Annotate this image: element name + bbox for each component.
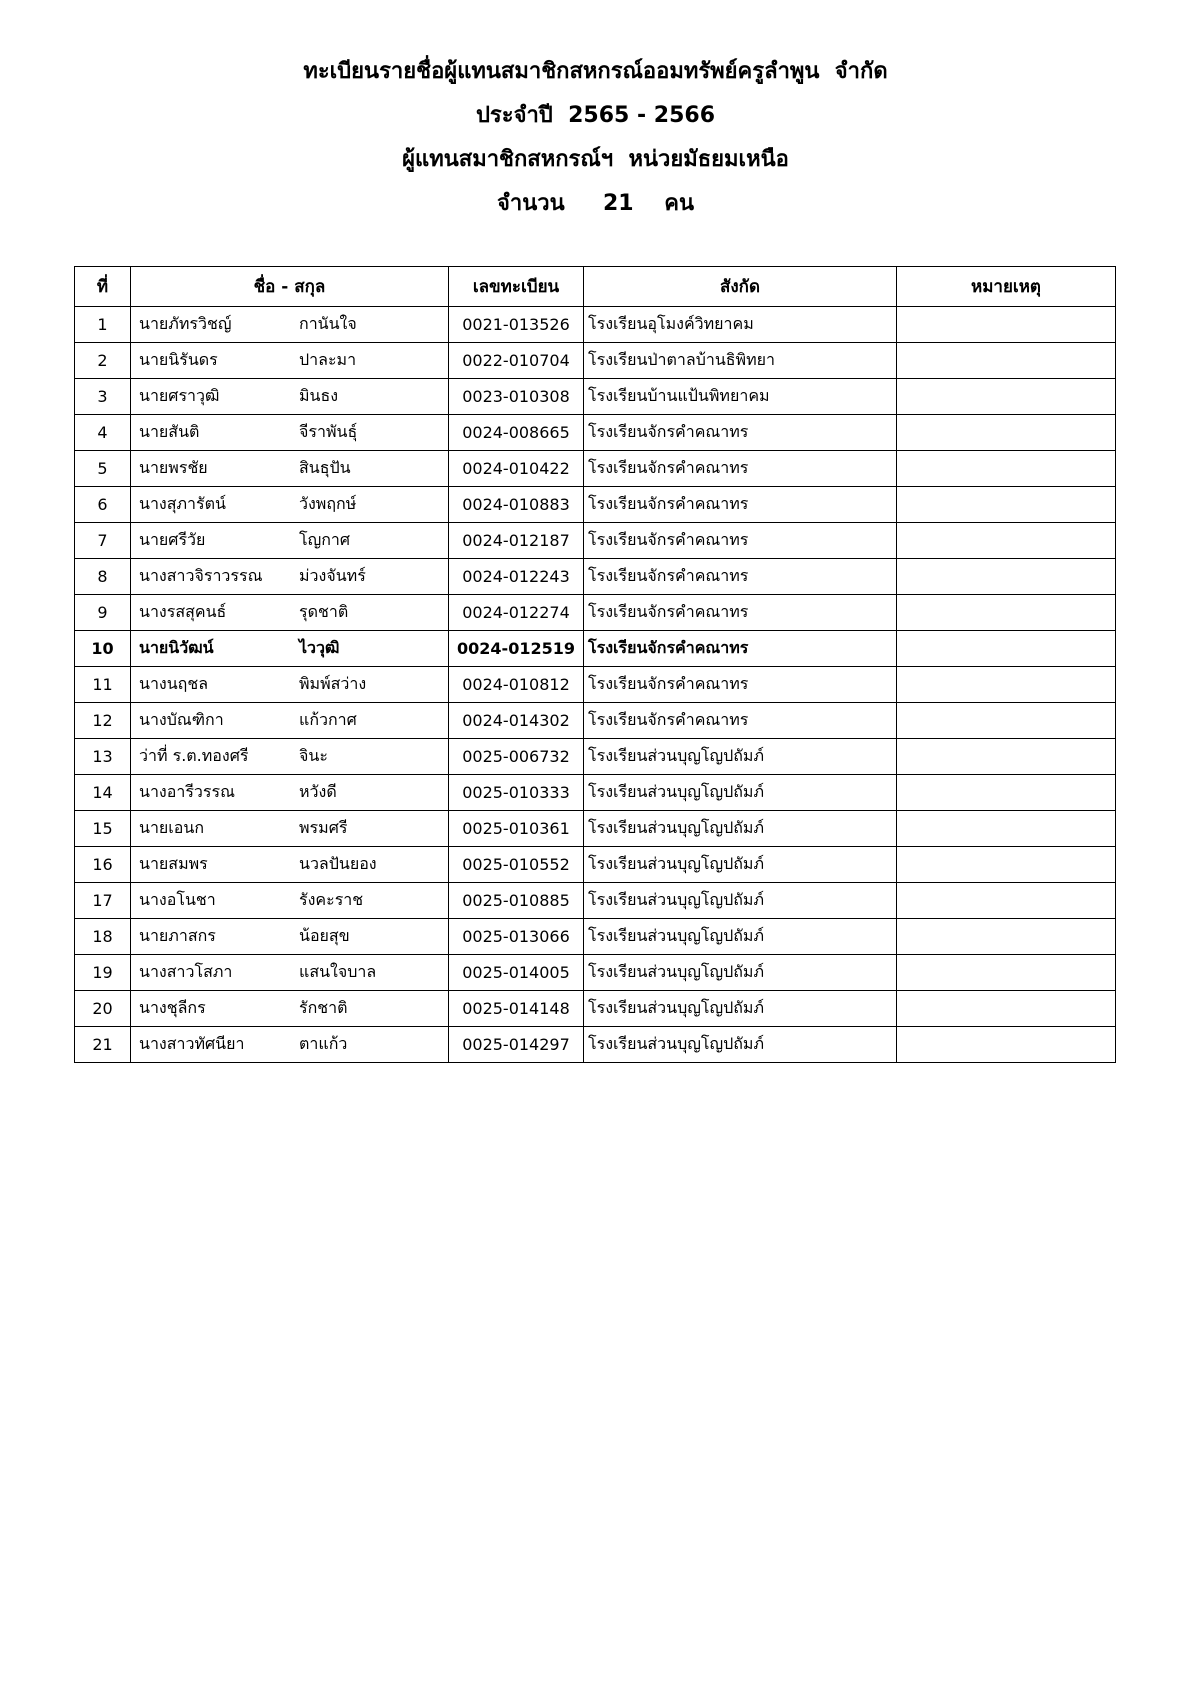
registration-number: 0024-010812: [449, 667, 584, 703]
school-affiliation: โรงเรียนจักรคำคณาทร: [584, 631, 897, 667]
member-last-name: จินะ: [299, 746, 328, 765]
table-row: [75, 415, 1116, 451]
school-affiliation: โรงเรียนบ้านแป้นพิทยาคม: [584, 379, 897, 415]
registration-number: 0022-010704: [449, 343, 584, 379]
member-first-name: นางบัณฑิกา: [139, 710, 224, 729]
note-cell: [897, 667, 1116, 703]
member-last-name: พรมศรี: [299, 818, 348, 837]
school-affiliation: โรงเรียนจักรคำคณาทร: [584, 667, 897, 703]
row-number: 11: [75, 667, 131, 703]
registration-number: 0024-010883: [449, 487, 584, 523]
table-body: [75, 307, 1116, 1063]
member-first-name: นางอารีวรรณ: [139, 782, 235, 801]
note-cell: [897, 415, 1116, 451]
member-last-name: รังคะราช: [299, 890, 364, 909]
registration-number: 0023-010308: [449, 379, 584, 415]
member-name-cell: [131, 667, 449, 703]
registration-number: 0025-013066: [449, 919, 584, 955]
table-header-row: [75, 267, 1116, 307]
member-first-name: นางรสสุคนธ์: [139, 602, 227, 621]
row-number: 8: [75, 559, 131, 595]
member-first-name: นางสาวจิราวรรณ: [139, 566, 263, 585]
table-row: [75, 523, 1116, 559]
member-name-cell: [131, 883, 449, 919]
member-last-name: รุดชาติ: [299, 602, 349, 621]
registration-number: 0025-014005: [449, 955, 584, 991]
school-affiliation: โรงเรียนส่วนบุญโญปถัมภ์: [584, 955, 897, 991]
table-row: [75, 451, 1116, 487]
member-last-name: ปาละมา: [299, 350, 357, 369]
table-row: [75, 775, 1116, 811]
note-cell: [897, 847, 1116, 883]
table-row: [75, 991, 1116, 1027]
school-affiliation: โรงเรียนจักรคำคณาทร: [584, 523, 897, 559]
member-name-cell: [131, 343, 449, 379]
member-name-cell: [131, 991, 449, 1027]
row-number: 4: [75, 415, 131, 451]
school-affiliation: โรงเรียนอุโมงค์วิทยาคม: [584, 307, 897, 343]
member-first-name: นางสาวโสภา: [139, 962, 233, 981]
row-number: 2: [75, 343, 131, 379]
member-last-name: ม่วงจันทร์: [299, 566, 366, 585]
table-row: [75, 703, 1116, 739]
member-last-name: ไววุฒิ: [299, 638, 340, 657]
school-affiliation: โรงเรียนส่วนบุญโญปถัมภ์: [584, 811, 897, 847]
registration-number: 0024-012243: [449, 559, 584, 595]
table-row: [75, 811, 1116, 847]
school-affiliation: โรงเรียนส่วนบุญโญปถัมภ์: [584, 991, 897, 1027]
member-last-name: น้อยสุข: [299, 926, 350, 945]
representatives-table: [74, 266, 1116, 1063]
member-first-name: นายนิวัฒน์: [139, 638, 214, 657]
table-row: [75, 343, 1116, 379]
registration-number: 0025-010361: [449, 811, 584, 847]
registration-number: 0024-008665: [449, 415, 584, 451]
table-row: [75, 955, 1116, 991]
note-cell: [897, 919, 1116, 955]
table-row: [75, 379, 1116, 415]
school-affiliation: โรงเรียนส่วนบุญโญปถัมภ์: [584, 883, 897, 919]
note-cell: [897, 631, 1116, 667]
note-cell: [897, 703, 1116, 739]
row-number: 7: [75, 523, 131, 559]
year-line: ประจำปี 2565 - 2566: [475, 103, 716, 128]
member-name-cell: [131, 775, 449, 811]
document-header: [0, 50, 1191, 226]
member-first-name: นางชุลีกร: [139, 998, 206, 1017]
registration-number: 0025-014148: [449, 991, 584, 1027]
note-cell: [897, 739, 1116, 775]
registration-number: 0024-012187: [449, 523, 584, 559]
row-number: 10: [75, 631, 131, 667]
member-last-name: โญกาศ: [299, 530, 351, 549]
table-row: [75, 307, 1116, 343]
table-row: [75, 919, 1116, 955]
member-last-name: แสนใจบาล: [299, 962, 377, 981]
member-name-cell: [131, 379, 449, 415]
school-affiliation: โรงเรียนจักรคำคณาทร: [584, 451, 897, 487]
row-number: 20: [75, 991, 131, 1027]
school-affiliation: โรงเรียนส่วนบุญโญปถัมภ์: [584, 919, 897, 955]
member-first-name: นายสันติ: [139, 422, 200, 441]
note-cell: [897, 811, 1116, 847]
member-first-name: นายศราวุฒิ: [139, 386, 220, 405]
member-name-cell: [131, 847, 449, 883]
member-first-name: นายสมพร: [139, 854, 208, 873]
member-last-name: พิมพ์สว่าง: [299, 674, 367, 693]
note-cell: [897, 1027, 1116, 1063]
registration-number: 0024-012274: [449, 595, 584, 631]
school-affiliation: โรงเรียนจักรคำคณาทร: [584, 703, 897, 739]
row-number: 1: [75, 307, 131, 343]
note-cell: [897, 559, 1116, 595]
table-row: [75, 883, 1116, 919]
school-affiliation: โรงเรียนจักรคำคณาทร: [584, 595, 897, 631]
registration-number: 0024-012519: [449, 631, 584, 667]
member-last-name: แก้วกาศ: [299, 710, 357, 729]
member-name-cell: [131, 487, 449, 523]
registration-number: 0024-010422: [449, 451, 584, 487]
member-name-cell: [131, 451, 449, 487]
member-name-cell: [131, 307, 449, 343]
member-first-name: นายภัทรวิชญ์: [139, 314, 232, 333]
school-affiliation: โรงเรียนส่วนบุญโญปถัมภ์: [584, 739, 897, 775]
unit-line: ผู้แทนสมาชิกสหกรณ์ฯ หน่วยมัธยมเหนือ: [402, 147, 789, 172]
registration-number: 0024-014302: [449, 703, 584, 739]
member-name-cell: [131, 631, 449, 667]
note-cell: [897, 343, 1116, 379]
registration-number: 0025-010885: [449, 883, 584, 919]
table-row: [75, 631, 1116, 667]
registration-number: 0021-013526: [449, 307, 584, 343]
row-number: 9: [75, 595, 131, 631]
member-first-name: ว่าที่ ร.ต.ทองศรี: [139, 746, 249, 765]
member-name-cell: [131, 523, 449, 559]
member-count-line: จำนวน 21 คน: [497, 191, 694, 216]
row-number: 5: [75, 451, 131, 487]
row-number: 15: [75, 811, 131, 847]
note-cell: [897, 451, 1116, 487]
row-number: 3: [75, 379, 131, 415]
note-cell: [897, 487, 1116, 523]
member-first-name: นายภาสกร: [139, 926, 216, 945]
row-number: 21: [75, 1027, 131, 1063]
table-row: [75, 1027, 1116, 1063]
member-last-name: รักชาติ: [299, 998, 348, 1017]
column-header-no: ที่: [75, 267, 131, 307]
table-row: [75, 559, 1116, 595]
school-affiliation: โรงเรียนส่วนบุญโญปถัมภ์: [584, 847, 897, 883]
registration-number: 0025-014297: [449, 1027, 584, 1063]
member-name-cell: [131, 955, 449, 991]
member-first-name: นายศรีวัย: [139, 530, 206, 549]
school-affiliation: โรงเรียนจักรคำคณาทร: [584, 559, 897, 595]
note-cell: [897, 955, 1116, 991]
row-number: 13: [75, 739, 131, 775]
member-last-name: นวลปันยอง: [299, 854, 377, 873]
row-number: 17: [75, 883, 131, 919]
school-affiliation: โรงเรียนส่วนบุญโญปถัมภ์: [584, 775, 897, 811]
note-cell: [897, 883, 1116, 919]
row-number: 6: [75, 487, 131, 523]
member-name-cell: [131, 811, 449, 847]
note-cell: [897, 523, 1116, 559]
table-row: [75, 487, 1116, 523]
member-first-name: นายนิรันดร: [139, 350, 218, 369]
member-name-cell: [131, 559, 449, 595]
member-name-cell: [131, 919, 449, 955]
column-header-reg-no: เลขทะเบียน: [449, 267, 584, 307]
member-first-name: นางอโนชา: [139, 890, 216, 909]
row-number: 19: [75, 955, 131, 991]
member-last-name: จีราพันธุ์: [299, 422, 358, 441]
registration-number: 0025-010552: [449, 847, 584, 883]
member-name-cell: [131, 1027, 449, 1063]
row-number: 12: [75, 703, 131, 739]
row-number: 18: [75, 919, 131, 955]
note-cell: [897, 991, 1116, 1027]
member-first-name: นายพรชัย: [139, 458, 208, 477]
registration-number: 0025-010333: [449, 775, 584, 811]
member-first-name: นางนฤชล: [139, 674, 209, 693]
school-affiliation: โรงเรียนส่วนบุญโญปถัมภ์: [584, 1027, 897, 1063]
member-last-name: สินธุปัน: [299, 458, 351, 477]
member-name-cell: [131, 595, 449, 631]
member-first-name: นางสุภารัตน์: [139, 494, 226, 513]
member-last-name: กานันใจ: [299, 314, 357, 333]
member-last-name: วังพฤกษ์: [299, 494, 357, 513]
table-row: [75, 847, 1116, 883]
member-last-name: ตาแก้ว: [299, 1034, 348, 1053]
row-number: 16: [75, 847, 131, 883]
member-last-name: มินธง: [299, 386, 339, 405]
row-number: 14: [75, 775, 131, 811]
school-affiliation: โรงเรียนจักรคำคณาทร: [584, 415, 897, 451]
column-header-school: สังกัด: [584, 267, 897, 307]
column-header-name: ชื่อ - สกุล: [131, 267, 449, 307]
member-name-cell: [131, 739, 449, 775]
table-row: [75, 667, 1116, 703]
column-header-note: หมายเหตุ: [897, 267, 1116, 307]
note-cell: [897, 595, 1116, 631]
school-affiliation: โรงเรียนป่าตาลบ้านธิพิทยา: [584, 343, 897, 379]
note-cell: [897, 775, 1116, 811]
registration-number: 0025-006732: [449, 739, 584, 775]
member-first-name: นายเอนก: [139, 818, 204, 837]
school-affiliation: โรงเรียนจักรคำคณาทร: [584, 487, 897, 523]
table-row: [75, 739, 1116, 775]
table-row: [75, 595, 1116, 631]
member-last-name: หวังดี: [299, 782, 337, 801]
member-name-cell: [131, 703, 449, 739]
member-first-name: นางสาวทัศนียา: [139, 1034, 245, 1053]
note-cell: [897, 307, 1116, 343]
member-name-cell: [131, 415, 449, 451]
note-cell: [897, 379, 1116, 415]
document-title: ทะเบียนรายชื่อผู้แทนสมาชิกสหกรณ์ออมทรัพย์ครูลำพูน จำกัด: [303, 59, 888, 84]
